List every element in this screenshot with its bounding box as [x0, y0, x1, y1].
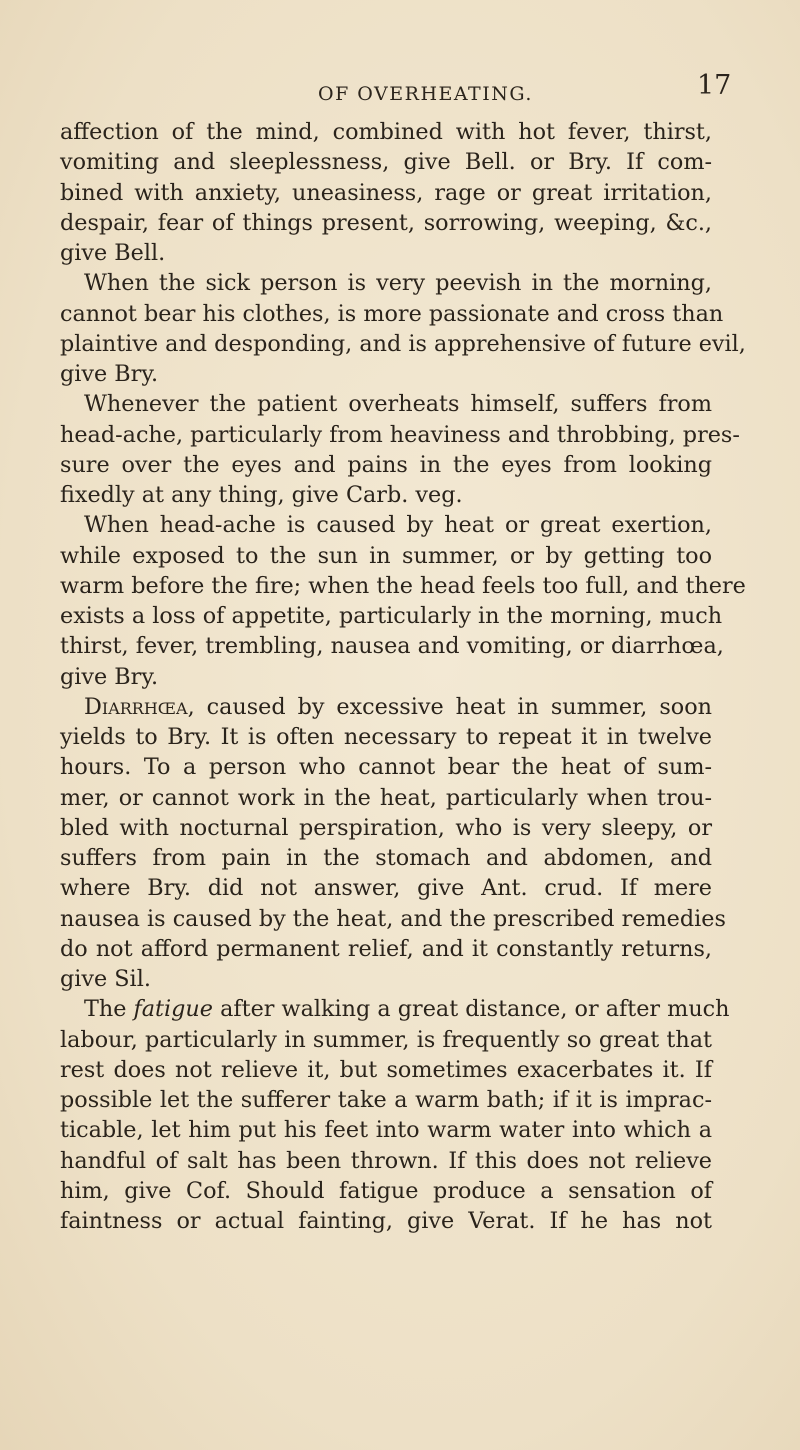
text-line: ticable, let him put his feet into warm water into which a — [60, 1117, 712, 1144]
text-line: give Bry. — [60, 663, 159, 690]
text-line: give Sil. — [60, 966, 151, 992]
small-caps-heading: Diarrhœa — [84, 693, 188, 720]
text-line: affection of the mind, combined with hot fever, thirst, — [60, 119, 712, 145]
running-head: OF OVERHEATING. — [318, 83, 533, 105]
page-header — [0, 70, 800, 110]
text-line: head-ache, particularly from heaviness and throbbing, pres- — [60, 421, 740, 448]
body-text — [60, 117, 746, 1236]
text-line: nausea is caused by the heat, and the prescribed remedies — [60, 905, 726, 932]
text-line: bined with anxiety, uneasiness, rage or great irritation, — [60, 179, 712, 206]
text-line: The fatigue after walking a great distance, or after much — [84, 996, 730, 1023]
text-line: Whenever the patient overheats himself, suffers from — [84, 391, 712, 418]
text-line: labour, particularly in summer, is frequently so great that — [60, 1026, 712, 1053]
text-line: give Bell. — [60, 240, 166, 266]
text-line: do not afford permanent relief, and it constantly returns, — [60, 935, 712, 962]
text-line: faintness or actual fainting, give Verat. If he has not — [60, 1208, 712, 1234]
text-line: suffers from pain in the stomach and abdomen, and — [60, 845, 712, 871]
page-number: 17 — [697, 70, 732, 101]
text-line: while exposed to the sun in summer, or by getting too — [60, 542, 712, 569]
text-line: him, give Cof. Should fatigue produce a sensation of — [60, 1177, 712, 1204]
text-line: fixedly at any thing, give Carb. veg. — [60, 482, 463, 508]
text-line: plaintive and desponding, and is apprehensive of future evil, — [60, 330, 746, 357]
text-line: handful of salt has been thrown. If this does not relieve — [60, 1147, 712, 1174]
text-line: yields to Bry. It is often necessary to repeat it in twelve — [60, 724, 712, 750]
text-line: vomiting and sleeplessness, give Bell. or Bry. If com- — [60, 149, 712, 176]
text-line: Diarrhœa, caused by excessive heat in summer, soon — [84, 693, 712, 720]
text-line: When head-ache is caused by heat or great exertion, — [84, 512, 712, 539]
text-line: despair, fear of things present, sorrowing, weeping, &c., — [60, 209, 712, 236]
text-line: bled with nocturnal perspiration, who is very sleepy, or — [60, 814, 712, 841]
text-line: cannot bear his clothes, is more passionate and cross than — [60, 300, 724, 327]
italic-term: fatigue — [133, 996, 213, 1023]
text-line: rest does not relieve it, but sometimes exacerbates it. If — [60, 1056, 712, 1083]
text-line: give Bry. — [60, 361, 159, 387]
text-line: where Bry. did not answer, give Ant. crud. If mere — [60, 875, 712, 902]
text-line: When the sick person is very peevish in the morning, — [84, 270, 712, 297]
text-line: possible let the sufferer take a warm bath; if it is imprac- — [60, 1087, 712, 1113]
text-line: thirst, fever, trembling, nausea and vomiting, or diarrhœa, — [60, 633, 724, 660]
text-line: sure over the eyes and pains in the eyes from looking — [60, 451, 712, 478]
text-line: mer, or cannot work in the heat, particularly when trou- — [60, 784, 712, 811]
text-line: hours. To a person who cannot bear the heat of sum- — [60, 754, 712, 781]
text-line: exists a loss of appetite, particularly in the morning, much — [60, 603, 723, 629]
text-line: warm before the fire; when the head feels too full, and there — [60, 572, 746, 599]
